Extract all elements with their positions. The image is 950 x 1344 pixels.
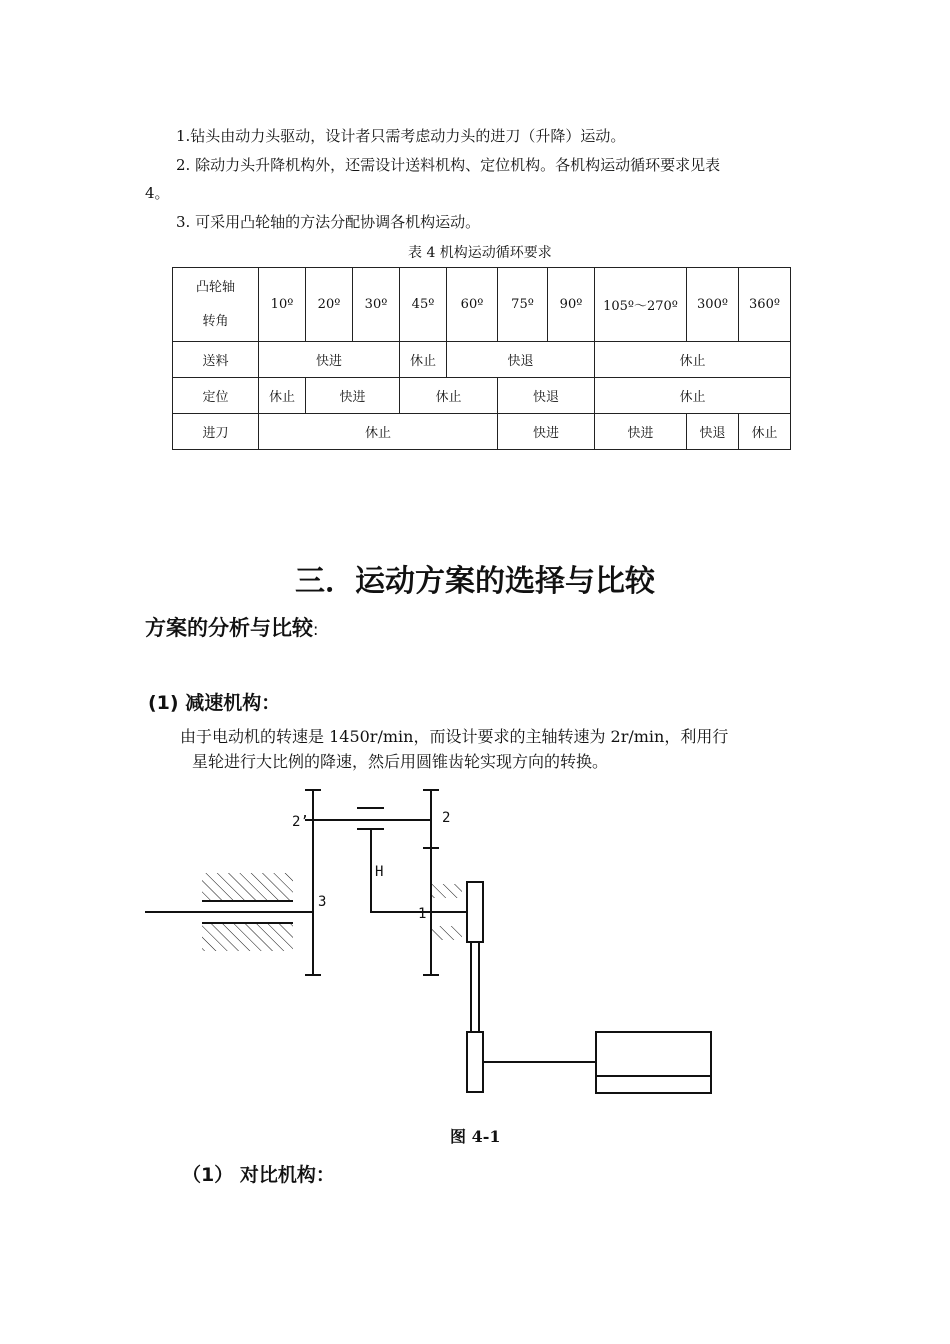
compare-heading: （1） 对比机构： [182,1164,335,1186]
table-cell: 休止 [595,378,791,414]
table-cell: 快退 [447,342,595,378]
reducer-heading: (1) 减速机构： [148,692,281,714]
label-gear-1: 1 [418,906,427,922]
table-cell: 休止 [400,378,498,414]
table-cell: 休止 [259,414,498,450]
bevel-gear-upper [467,882,483,942]
reducer-text-line2: 星轮进行大比例的降速，然后用圆锥齿轮实现方向的转换。 [192,752,609,771]
section-title: 三．运动方案的选择与比较 [295,564,655,599]
table-cell: 休止 [400,342,447,378]
table-cell: 休止 [595,342,791,378]
header-label-line2: 转角 [202,313,229,329]
table-cell: 快退 [687,414,739,450]
table-cell: 快进 [259,342,400,378]
table-cell: 休止 [259,378,306,414]
label-gear-2-prime: 2’ [292,814,309,830]
table-caption: 表 4 机构运动循环要求 [408,245,552,261]
table-cell: 快进 [306,378,400,414]
label-carrier: H [375,864,384,880]
requirement-2-cont: 4。 [145,184,170,202]
requirement-1: 1.钻头由动力头驱动，设计者只需考虑动力头的进刀（升降）运动。 [176,127,626,145]
requirement-2: 2. 除动力头升降机构外，还需设计送料机构、定位机构。各机构运动循环要求见表 [176,156,721,174]
table-cell: 休止 [739,414,791,450]
bearing-bottom [432,926,462,940]
figure-caption: 图 4-1 [450,1127,501,1146]
row-label: 定位 [173,378,259,414]
angle-cell: 45º [400,268,447,342]
housing-top [202,873,293,901]
angle-cell: 360º [739,268,791,342]
requirement-3: 3. 可采用凸轮轴的方法分配协调各机构运动。 [176,213,481,231]
table-cell: 快进 [595,414,687,450]
row-label: 送料 [173,342,259,378]
housing-bottom [202,923,293,951]
angle-cell: 105º～270º [595,268,687,342]
angle-cell: 90º [548,268,595,342]
angle-cell: 30º [353,268,400,342]
label-gear-2: 2 [442,810,451,826]
bevel-gear-lower [467,1032,483,1092]
motor-box [596,1032,711,1093]
reducer-text-line1: 由于电动机的转速是 1450r/min，而设计要求的主轴转速为 2r/min，利用行 [180,727,729,746]
table-cell: 快退 [498,378,595,414]
header-label-line1: 凸轮轴 [195,279,235,295]
angle-cell: 20º [306,268,353,342]
table-cell: 快进 [498,414,595,450]
label-gear-3: 3 [318,894,327,910]
angle-cell: 300º [687,268,739,342]
subsection-title-text: 方案的分析与比较 [145,616,313,640]
angle-cell: 10º [259,268,306,342]
angle-cell: 60º [447,268,498,342]
angle-cell: 75º [498,268,548,342]
bearing-top [432,884,462,898]
subsection-colon: : [313,620,319,639]
row-label: 进刀 [173,414,259,450]
